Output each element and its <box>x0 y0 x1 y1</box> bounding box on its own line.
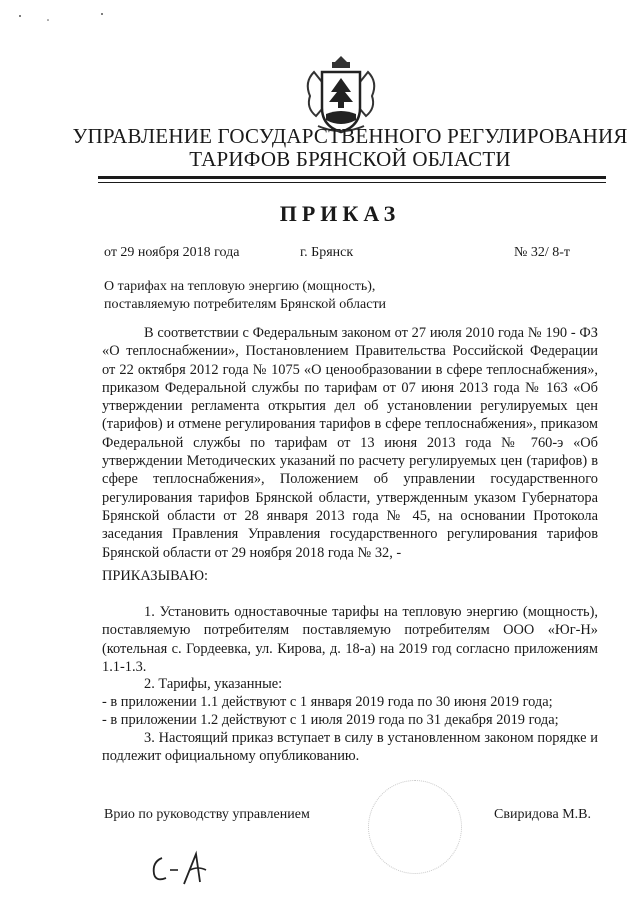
item-2-line-a: - в приложении 1.1 действуют с 1 января 2019 года по 30 июня 2019 года; <box>102 694 553 710</box>
order-word: ПРИКАЗЫВАЮ: <box>102 568 209 584</box>
signatory-name: Свиридова М.В. <box>494 807 591 822</box>
preamble-paragraph: В соответствии с Федеральным законом от 27 июля 2010 года № 190 - ФЗ «О теплоснабжении», Постановлением Правительства Российской Федерации от 22 октября 2012 года № 1075 «О ценообразовании в сфере теплоснабжения», приказом Федеральной службы по тарифам от 07 июня 2013 года № 163 «Об утверждении регламента открытия дел об установлении регулируемых цен (тарифов) и отмене регулирования тарифов в сфере теплоснабжения», приказом Федеральной службы по тарифам от 13 июня 2013 года № 760-э «Об утверждении Методических указаний по расчету регулируемых цен (тарифов) в сфере теплоснабжения», Положением об управлении государственного регулирования тарифов Брянской области, утвержденным указом Губернатора Брянской области от 28 января 2013 года № 45, на основании Протокола заседания Правления Управления государственного регулирования тарифов Брянской области от 29 ноября 2018 года № 32, - <box>102 325 598 561</box>
header-thin-rule <box>98 182 606 183</box>
signatory-position: Врио по руководству управлением <box>104 807 310 822</box>
agency-name-line2: ТАРИФОВ БРЯНСКОЙ ОБЛАСТИ <box>189 147 511 171</box>
agency-name-line1: УПРАВЛЕНИЕ ГОСУДАРСТВЕННОГО РЕГУЛИРОВАНИЯ <box>72 124 628 148</box>
order-number: № 32/ 8-т <box>514 245 571 260</box>
scan-marks <box>12 8 112 28</box>
order-date: от 29 ноября 2018 года <box>104 245 240 260</box>
item-3-paragraph: 3. Настоящий приказ вступает в силу в установленном законом порядке и подлежит официальному опубликованию. <box>102 730 598 765</box>
document-title: ПРИКАЗ <box>279 201 401 226</box>
item-2-heading: 2. Тарифы, указанные: <box>144 676 283 692</box>
handwritten-initials <box>150 848 220 888</box>
order-subject <box>104 278 386 314</box>
header-thick-rule <box>98 176 606 179</box>
subject-line2: поставляемую потребителям Брянской области <box>104 297 387 312</box>
order-city: г. Брянск <box>300 245 354 260</box>
faded-stamp <box>368 780 462 874</box>
subject-line1: О тарифах на тепловую энергию (мощность), <box>104 279 376 294</box>
item-1-paragraph: 1. Установить одноставочные тарифы на тепловую энергию (мощность), поставляемую потребителям поставляемую потребителям ООО «Юг-Н» (котельная с. Гордеевка, ул. Кирова, д. 18-а) на 2019 год согласно приложениям 1.1-1.3. <box>102 604 598 675</box>
item-2-line-b: - в приложении 1.2 действуют с 1 июля 2019 года по 31 декабря 2019 года; <box>102 712 559 728</box>
